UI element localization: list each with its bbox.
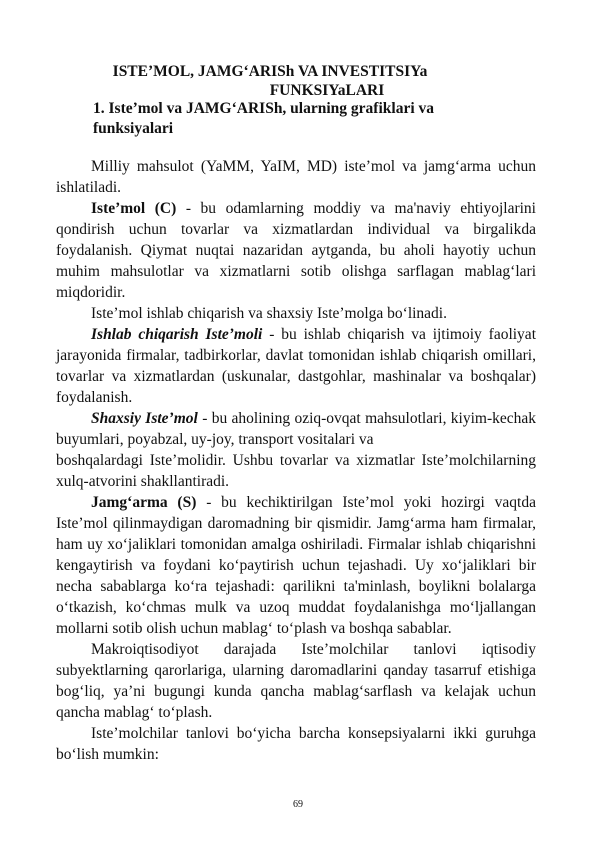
- paragraph-text: - bu ishlab chiqarish va ijtimoiy faoliyat jarayonida firmalar, tadbirkorlar, davlat tomonidan ishlab chiqarish omillari, tovarlar va xizmatlardan (uskunalar, dastgohlar, mashinalar va boshqalar) foydalanish.: [56, 326, 536, 406]
- paragraph-text: Iste’mol ishlab chiqarish va shaxsiy Iste’molga bo‘linadi.: [91, 305, 447, 322]
- paragraph: [56, 303, 536, 324]
- term-production-consumption: Ishlab chiqarish Iste’moli: [91, 326, 263, 343]
- paragraph: [56, 324, 536, 408]
- paragraph: [56, 408, 536, 450]
- body-text: [56, 156, 536, 765]
- section-title: 1. Iste’mol va JAMG‘ARISh, ularning grafiklari va funksiyalari: [93, 100, 434, 137]
- paragraph-text: - bu aholining oziq-ovqat mahsulotlari, kiyim-kechak buyumlari, poyabzal, uy-joy, transport vositalari va: [56, 410, 537, 448]
- chapter-title-line2: FUNKSIYaLARI: [269, 82, 385, 99]
- paragraph-text: boshqalardagi Iste’molidir. Ushbu tovarlar va xizmatlar Iste’molchilarning xulq-atvorini shakllantiradi.: [56, 452, 536, 490]
- paragraph-text: Iste’molchilar tanlovi bo‘yicha barcha konsepsiyalarni ikki guruhga bo‘lish mumkin:: [56, 725, 536, 763]
- term-personal-consumption: Shaxsiy Iste’mol: [91, 410, 198, 427]
- chapter-title-line1: ISTE’MOL, JAMG‘ARISh VA INVESTITSIYa: [112, 63, 428, 80]
- page-number: 69: [293, 799, 303, 810]
- paragraph: [56, 198, 536, 303]
- term-consumption: Iste’mol (C): [91, 200, 177, 217]
- paragraph-text: Makroiqtisodiyot darajada Iste’molchilar tanlovi iqtisodiy subyektlarning qarorlariga, ularning daromadlarini qanday tasarruf etishiga bog‘liq, ya’ni bugungi kunda qancha mablag‘sarflash va kelajak uchun qancha mablag‘ to‘plash.: [56, 641, 536, 721]
- paragraph: [56, 450, 536, 492]
- paragraph: [56, 492, 536, 639]
- paragraph-text: - bu odamlarning moddiy va ma'naviy ehtiyojlarini qondirish uchun tovarlar va xizmatlardan individual va birgalikda foydalanish. Qiymat nuqtai nazaridan aytganda, bu aholi hayotiy uchun muhim mahsulotlar va xizmatlarni sotib olishga sarflagan mablag‘lari miqdoridir.: [56, 200, 536, 301]
- paragraph-text: Milliy mahsulot (YaMM, YaIM, MD) iste’mol va jamg‘arma uchun ishlatiladi.: [56, 158, 536, 196]
- term-savings: Jamg‘arma (S): [91, 494, 197, 511]
- paragraph: [56, 156, 536, 198]
- paragraph-text: - bu kechiktirilgan Iste’mol yoki hozirgi vaqtda Iste’mol qilinmaydigan daromadning bir qismidir. Jamg‘arma ham firmalar, ham uy xo‘jaliklari tomonidan amalga oshiriladi. Firmalar ishlab chiqarishni kengaytirish va foydani ko‘paytirish uchun tejashadi. Uy xo‘jaliklari bir necha sabablarga ko‘ra tejashadi: qarilikni ta'minlash, boylikni bolalarga o‘tkazish, ko‘chmas mulk va uzoq muddat foydalanishga mo‘ljallangan mollarni sotib olish uchun mablag‘ to‘plash va boshqa sabablar.: [56, 494, 536, 637]
- paragraph: [56, 639, 536, 723]
- paragraph: [56, 723, 536, 765]
